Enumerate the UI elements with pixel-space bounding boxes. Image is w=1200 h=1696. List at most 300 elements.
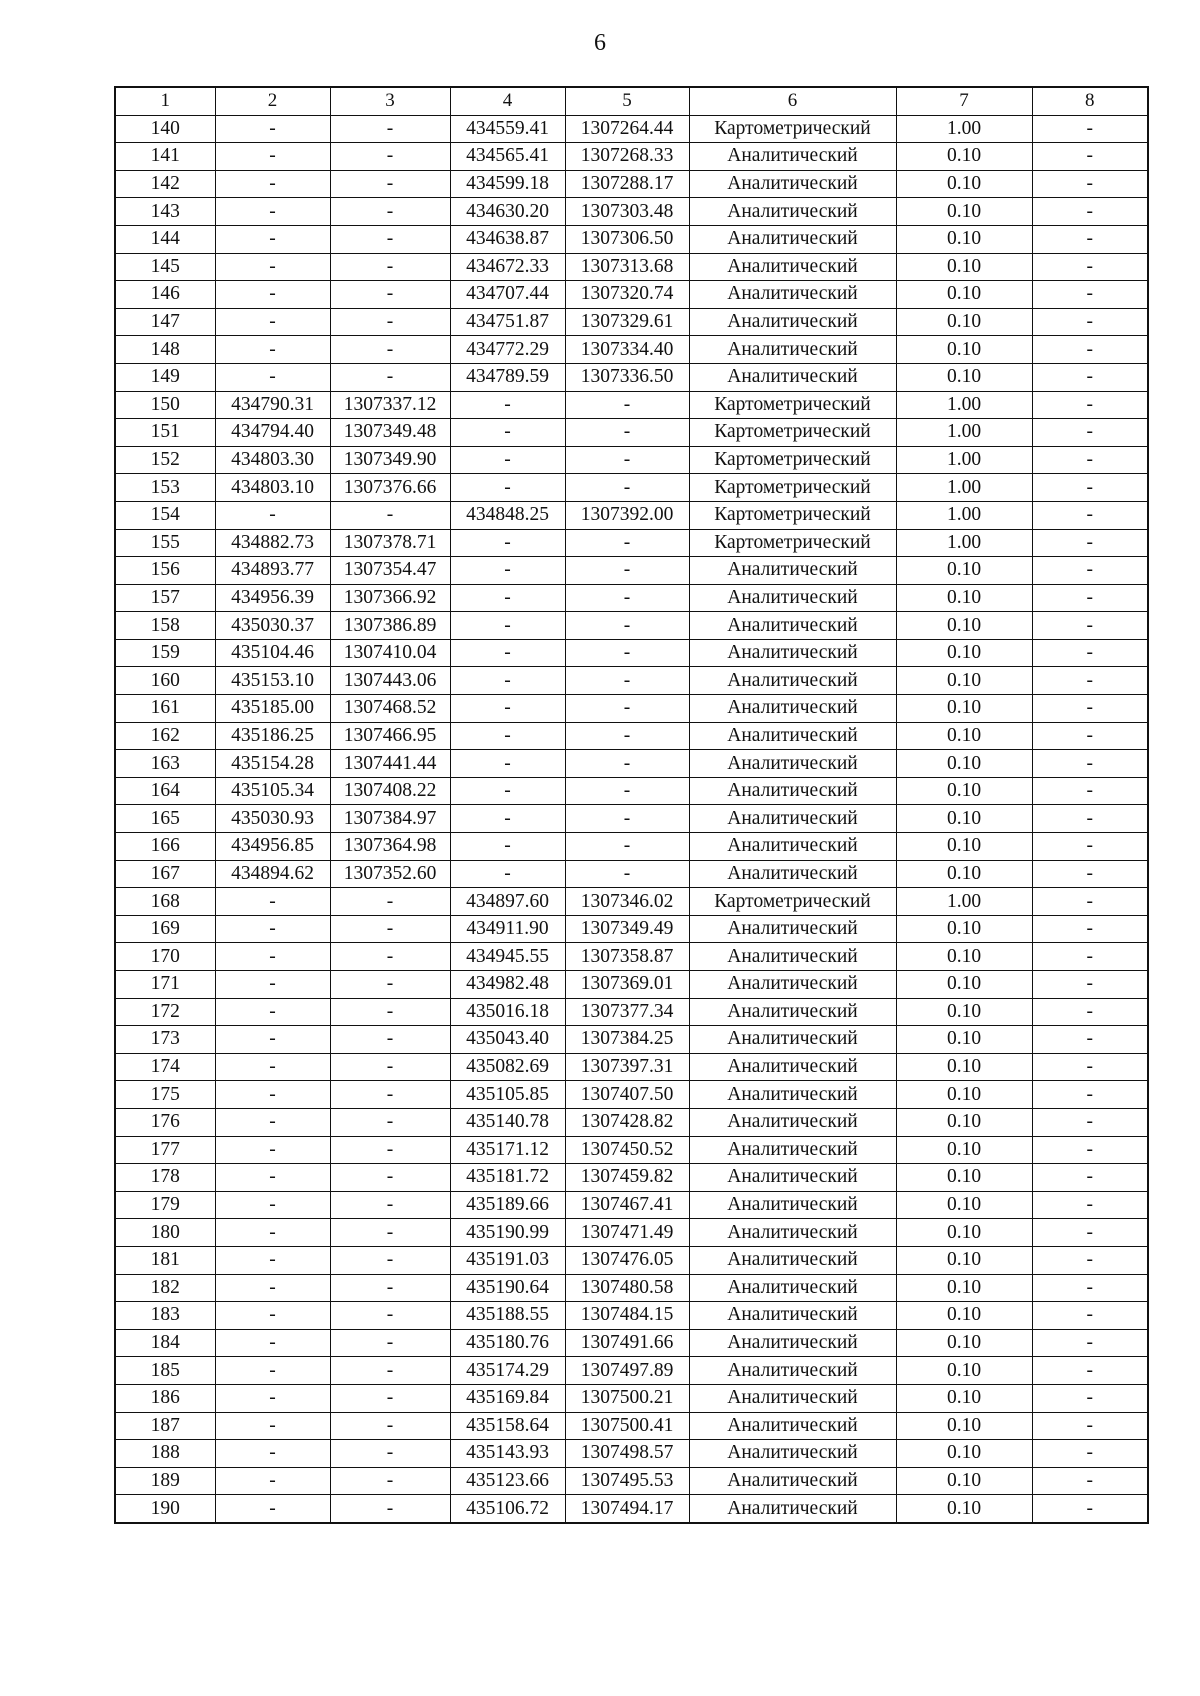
point-number-cell: 184 [115, 1329, 215, 1357]
y-old-cell: - [330, 1357, 450, 1385]
method-cell: Аналитический [689, 1246, 896, 1274]
x-new-cell: 434672.33 [450, 253, 565, 281]
x-new-cell: 434897.60 [450, 888, 565, 916]
y-new-cell: 1307459.82 [565, 1164, 689, 1192]
y-new-cell: 1307480.58 [565, 1274, 689, 1302]
point-number-cell: 162 [115, 722, 215, 750]
table-row [115, 1384, 1148, 1412]
method-cell: Аналитический [689, 1412, 896, 1440]
note-cell: - [1032, 943, 1148, 971]
y-old-cell: 1307466.95 [330, 722, 450, 750]
table-row [115, 612, 1148, 640]
y-old-cell: 1307384.97 [330, 805, 450, 833]
method-cell: Аналитический [689, 170, 896, 198]
point-number-cell: 175 [115, 1081, 215, 1109]
y-new-cell: 1307500.21 [565, 1384, 689, 1412]
y-old-cell: 1307337.12 [330, 391, 450, 419]
method-cell: Аналитический [689, 833, 896, 861]
table-row [115, 474, 1148, 502]
y-old-cell: 1307376.66 [330, 474, 450, 502]
method-cell: Картометрический [689, 474, 896, 502]
x-old-cell: - [215, 1219, 330, 1247]
x-old-cell: 434882.73 [215, 529, 330, 557]
y-old-cell: 1307378.71 [330, 529, 450, 557]
y-old-cell: - [330, 1191, 450, 1219]
point-number-cell: 169 [115, 915, 215, 943]
x-old-cell: - [215, 1329, 330, 1357]
x-old-cell: 435153.10 [215, 667, 330, 695]
point-number-cell: 151 [115, 419, 215, 447]
y-new-cell: 1307320.74 [565, 281, 689, 309]
x-new-cell: 435181.72 [450, 1164, 565, 1192]
column-header: 3 [330, 87, 450, 115]
point-number-cell: 144 [115, 225, 215, 253]
note-cell: - [1032, 612, 1148, 640]
point-number-cell: 156 [115, 557, 215, 585]
table-row [115, 529, 1148, 557]
method-cell: Аналитический [689, 639, 896, 667]
point-number-cell: 153 [115, 474, 215, 502]
y-new-cell: 1307392.00 [565, 501, 689, 529]
table-row [115, 363, 1148, 391]
accuracy-cell: 0.10 [896, 143, 1032, 171]
x-new-cell: - [450, 557, 565, 585]
y-new-cell: 1307407.50 [565, 1081, 689, 1109]
point-number-cell: 152 [115, 446, 215, 474]
point-number-cell: 141 [115, 143, 215, 171]
x-new-cell: 434630.20 [450, 198, 565, 226]
table-row [115, 1274, 1148, 1302]
table-row [115, 915, 1148, 943]
point-number-cell: 177 [115, 1136, 215, 1164]
x-old-cell: - [215, 1274, 330, 1302]
point-number-cell: 167 [115, 860, 215, 888]
x-old-cell: 434956.39 [215, 584, 330, 612]
y-new-cell: 1307497.89 [565, 1357, 689, 1385]
point-number-cell: 140 [115, 115, 215, 143]
x-new-cell: - [450, 474, 565, 502]
note-cell: - [1032, 281, 1148, 309]
accuracy-cell: 0.10 [896, 363, 1032, 391]
y-new-cell: 1307358.87 [565, 943, 689, 971]
x-new-cell: 434559.41 [450, 115, 565, 143]
y-new-cell: 1307491.66 [565, 1329, 689, 1357]
y-old-cell: 1307410.04 [330, 639, 450, 667]
method-cell: Аналитический [689, 363, 896, 391]
table-row [115, 1246, 1148, 1274]
accuracy-cell: 1.00 [896, 391, 1032, 419]
x-new-cell: 434911.90 [450, 915, 565, 943]
x-new-cell: - [450, 612, 565, 640]
accuracy-cell: 0.10 [896, 308, 1032, 336]
point-number-cell: 185 [115, 1357, 215, 1385]
y-new-cell: - [565, 750, 689, 778]
y-new-cell: - [565, 695, 689, 723]
note-cell: - [1032, 143, 1148, 171]
table-row [115, 143, 1148, 171]
method-cell: Аналитический [689, 336, 896, 364]
y-new-cell: 1307476.05 [565, 1246, 689, 1274]
x-new-cell: 435016.18 [450, 998, 565, 1026]
table-row [115, 253, 1148, 281]
table-row [115, 722, 1148, 750]
point-number-cell: 188 [115, 1440, 215, 1468]
y-old-cell: - [330, 1219, 450, 1247]
column-header: 4 [450, 87, 565, 115]
table-row [115, 1302, 1148, 1330]
coordinates-table [114, 86, 1149, 1524]
note-cell: - [1032, 253, 1148, 281]
accuracy-cell: 0.10 [896, 915, 1032, 943]
x-new-cell: - [450, 391, 565, 419]
y-old-cell: - [330, 915, 450, 943]
note-cell: - [1032, 639, 1148, 667]
x-new-cell: 435106.72 [450, 1495, 565, 1523]
accuracy-cell: 0.10 [896, 971, 1032, 999]
x-new-cell: 434599.18 [450, 170, 565, 198]
table-row [115, 860, 1148, 888]
x-old-cell: - [215, 1384, 330, 1412]
note-cell: - [1032, 336, 1148, 364]
note-cell: - [1032, 1302, 1148, 1330]
accuracy-cell: 0.10 [896, 225, 1032, 253]
y-new-cell: 1307428.82 [565, 1108, 689, 1136]
method-cell: Аналитический [689, 1495, 896, 1523]
y-new-cell: 1307494.17 [565, 1495, 689, 1523]
point-number-cell: 155 [115, 529, 215, 557]
y-old-cell: - [330, 998, 450, 1026]
method-cell: Аналитический [689, 1357, 896, 1385]
point-number-cell: 173 [115, 1026, 215, 1054]
accuracy-cell: 0.10 [896, 833, 1032, 861]
table-body [115, 115, 1148, 1523]
accuracy-cell: 0.10 [896, 1384, 1032, 1412]
note-cell: - [1032, 1219, 1148, 1247]
note-cell: - [1032, 446, 1148, 474]
table-row [115, 391, 1148, 419]
note-cell: - [1032, 915, 1148, 943]
y-new-cell: - [565, 474, 689, 502]
y-new-cell: - [565, 805, 689, 833]
x-old-cell: - [215, 501, 330, 529]
accuracy-cell: 1.00 [896, 419, 1032, 447]
accuracy-cell: 0.10 [896, 667, 1032, 695]
method-cell: Аналитический [689, 1053, 896, 1081]
y-old-cell: - [330, 363, 450, 391]
accuracy-cell: 0.10 [896, 1357, 1032, 1385]
accuracy-cell: 0.10 [896, 1440, 1032, 1468]
y-new-cell: 1307484.15 [565, 1302, 689, 1330]
y-new-cell: 1307369.01 [565, 971, 689, 999]
x-new-cell: 435191.03 [450, 1246, 565, 1274]
y-old-cell: - [330, 308, 450, 336]
y-old-cell: 1307366.92 [330, 584, 450, 612]
method-cell: Аналитический [689, 1164, 896, 1192]
x-old-cell: 435185.00 [215, 695, 330, 723]
method-cell: Картометрический [689, 888, 896, 916]
table-row [115, 667, 1148, 695]
note-cell: - [1032, 722, 1148, 750]
note-cell: - [1032, 777, 1148, 805]
x-old-cell: - [215, 225, 330, 253]
y-old-cell: - [330, 336, 450, 364]
method-cell: Аналитический [689, 1219, 896, 1247]
table-row [115, 1136, 1148, 1164]
method-cell: Аналитический [689, 1384, 896, 1412]
point-number-cell: 189 [115, 1467, 215, 1495]
method-cell: Аналитический [689, 1136, 896, 1164]
y-new-cell: - [565, 639, 689, 667]
point-number-cell: 174 [115, 1053, 215, 1081]
x-new-cell: 434789.59 [450, 363, 565, 391]
method-cell: Аналитический [689, 1274, 896, 1302]
table-row [115, 115, 1148, 143]
x-new-cell: 434638.87 [450, 225, 565, 253]
note-cell: - [1032, 1053, 1148, 1081]
y-new-cell: 1307288.17 [565, 170, 689, 198]
x-old-cell: - [215, 1357, 330, 1385]
x-new-cell: 435158.64 [450, 1412, 565, 1440]
x-old-cell: - [215, 198, 330, 226]
y-old-cell: - [330, 1467, 450, 1495]
y-old-cell: - [330, 170, 450, 198]
y-old-cell: 1307468.52 [330, 695, 450, 723]
y-old-cell: - [330, 115, 450, 143]
note-cell: - [1032, 1384, 1148, 1412]
table-row [115, 998, 1148, 1026]
point-number-cell: 166 [115, 833, 215, 861]
table-row [115, 1467, 1148, 1495]
y-old-cell: - [330, 1384, 450, 1412]
table-row [115, 557, 1148, 585]
x-new-cell: - [450, 750, 565, 778]
y-new-cell: 1307268.33 [565, 143, 689, 171]
point-number-cell: 176 [115, 1108, 215, 1136]
x-old-cell: 435105.34 [215, 777, 330, 805]
x-new-cell: 435190.64 [450, 1274, 565, 1302]
method-cell: Аналитический [689, 143, 896, 171]
table-row [115, 777, 1148, 805]
note-cell: - [1032, 1108, 1148, 1136]
y-new-cell: 1307346.02 [565, 888, 689, 916]
x-old-cell: - [215, 943, 330, 971]
x-new-cell: 435190.99 [450, 1219, 565, 1247]
y-old-cell: - [330, 501, 450, 529]
table-row [115, 639, 1148, 667]
method-cell: Аналитический [689, 915, 896, 943]
y-new-cell: 1307264.44 [565, 115, 689, 143]
note-cell: - [1032, 1274, 1148, 1302]
accuracy-cell: 0.10 [896, 612, 1032, 640]
method-cell: Картометрический [689, 446, 896, 474]
y-new-cell: 1307329.61 [565, 308, 689, 336]
x-old-cell: 434790.31 [215, 391, 330, 419]
table-row [115, 1164, 1148, 1192]
y-new-cell: - [565, 722, 689, 750]
y-old-cell: - [330, 943, 450, 971]
method-cell: Аналитический [689, 695, 896, 723]
x-old-cell: - [215, 336, 330, 364]
point-number-cell: 164 [115, 777, 215, 805]
column-header: 1 [115, 87, 215, 115]
note-cell: - [1032, 391, 1148, 419]
point-number-cell: 149 [115, 363, 215, 391]
y-new-cell: 1307313.68 [565, 253, 689, 281]
point-number-cell: 186 [115, 1384, 215, 1412]
table-row [115, 446, 1148, 474]
method-cell: Аналитический [689, 971, 896, 999]
y-old-cell: 1307408.22 [330, 777, 450, 805]
point-number-cell: 190 [115, 1495, 215, 1523]
note-cell: - [1032, 888, 1148, 916]
method-cell: Аналитический [689, 584, 896, 612]
point-number-cell: 150 [115, 391, 215, 419]
accuracy-cell: 1.00 [896, 888, 1032, 916]
y-new-cell: - [565, 612, 689, 640]
x-old-cell: - [215, 253, 330, 281]
y-new-cell: 1307495.53 [565, 1467, 689, 1495]
note-cell: - [1032, 667, 1148, 695]
note-cell: - [1032, 860, 1148, 888]
table-row [115, 805, 1148, 833]
point-number-cell: 157 [115, 584, 215, 612]
point-number-cell: 182 [115, 1274, 215, 1302]
accuracy-cell: 1.00 [896, 115, 1032, 143]
y-old-cell: 1307386.89 [330, 612, 450, 640]
note-cell: - [1032, 557, 1148, 585]
x-new-cell: - [450, 833, 565, 861]
y-old-cell: - [330, 1108, 450, 1136]
x-old-cell: 434956.85 [215, 833, 330, 861]
point-number-cell: 179 [115, 1191, 215, 1219]
method-cell: Аналитический [689, 777, 896, 805]
x-old-cell: - [215, 1440, 330, 1468]
x-new-cell: 435123.66 [450, 1467, 565, 1495]
table-row [115, 943, 1148, 971]
table-row [115, 336, 1148, 364]
y-new-cell: - [565, 446, 689, 474]
y-old-cell: 1307354.47 [330, 557, 450, 585]
table-row [115, 1412, 1148, 1440]
y-new-cell: 1307471.49 [565, 1219, 689, 1247]
y-old-cell: - [330, 1495, 450, 1523]
method-cell: Аналитический [689, 860, 896, 888]
point-number-cell: 147 [115, 308, 215, 336]
table-row [115, 1191, 1148, 1219]
y-old-cell: - [330, 281, 450, 309]
page-number: 6 [594, 30, 606, 56]
y-new-cell: - [565, 419, 689, 447]
y-old-cell: - [330, 1246, 450, 1274]
accuracy-cell: 0.10 [896, 1108, 1032, 1136]
y-old-cell: - [330, 1440, 450, 1468]
method-cell: Аналитический [689, 1081, 896, 1109]
x-old-cell: - [215, 1108, 330, 1136]
method-cell: Аналитический [689, 1302, 896, 1330]
x-new-cell: - [450, 695, 565, 723]
table-row [115, 308, 1148, 336]
y-new-cell: 1307334.40 [565, 336, 689, 364]
accuracy-cell: 0.10 [896, 750, 1032, 778]
accuracy-cell: 0.10 [896, 860, 1032, 888]
table-row [115, 1219, 1148, 1247]
x-new-cell: - [450, 419, 565, 447]
y-new-cell: 1307397.31 [565, 1053, 689, 1081]
y-old-cell: 1307443.06 [330, 667, 450, 695]
note-cell: - [1032, 695, 1148, 723]
y-old-cell: - [330, 1164, 450, 1192]
y-new-cell: - [565, 584, 689, 612]
x-old-cell: - [215, 1026, 330, 1054]
table-row [115, 750, 1148, 778]
accuracy-cell: 1.00 [896, 446, 1032, 474]
accuracy-cell: 0.10 [896, 336, 1032, 364]
table-row [115, 1440, 1148, 1468]
accuracy-cell: 0.10 [896, 1191, 1032, 1219]
column-header: 7 [896, 87, 1032, 115]
table-row [115, 833, 1148, 861]
y-old-cell: - [330, 1302, 450, 1330]
method-cell: Аналитический [689, 1026, 896, 1054]
x-old-cell: - [215, 998, 330, 1026]
x-old-cell: - [215, 1467, 330, 1495]
x-old-cell: 435186.25 [215, 722, 330, 750]
point-number-cell: 165 [115, 805, 215, 833]
x-new-cell: 434565.41 [450, 143, 565, 171]
point-number-cell: 142 [115, 170, 215, 198]
table-header-row [115, 87, 1148, 115]
x-old-cell: 434893.77 [215, 557, 330, 585]
note-cell: - [1032, 501, 1148, 529]
y-new-cell: 1307377.34 [565, 998, 689, 1026]
note-cell: - [1032, 1357, 1148, 1385]
point-number-cell: 159 [115, 639, 215, 667]
point-number-cell: 181 [115, 1246, 215, 1274]
note-cell: - [1032, 363, 1148, 391]
note-cell: - [1032, 1495, 1148, 1523]
accuracy-cell: 0.10 [896, 695, 1032, 723]
x-old-cell: - [215, 1412, 330, 1440]
y-old-cell: 1307349.48 [330, 419, 450, 447]
y-old-cell: - [330, 1026, 450, 1054]
note-cell: - [1032, 998, 1148, 1026]
accuracy-cell: 0.10 [896, 198, 1032, 226]
y-old-cell: 1307441.44 [330, 750, 450, 778]
y-old-cell: - [330, 888, 450, 916]
column-header: 8 [1032, 87, 1148, 115]
y-old-cell: 1307364.98 [330, 833, 450, 861]
x-old-cell: - [215, 1495, 330, 1523]
accuracy-cell: 0.10 [896, 253, 1032, 281]
y-old-cell: - [330, 1081, 450, 1109]
x-old-cell: 435030.93 [215, 805, 330, 833]
method-cell: Аналитический [689, 612, 896, 640]
note-cell: - [1032, 1440, 1148, 1468]
x-old-cell: 434894.62 [215, 860, 330, 888]
x-old-cell: - [215, 1246, 330, 1274]
method-cell: Картометрический [689, 529, 896, 557]
accuracy-cell: 0.10 [896, 1164, 1032, 1192]
accuracy-cell: 1.00 [896, 529, 1032, 557]
note-cell: - [1032, 1026, 1148, 1054]
table-row [115, 1357, 1148, 1385]
x-old-cell: - [215, 1302, 330, 1330]
accuracy-cell: 0.10 [896, 998, 1032, 1026]
note-cell: - [1032, 474, 1148, 502]
accuracy-cell: 1.00 [896, 474, 1032, 502]
y-old-cell: - [330, 1412, 450, 1440]
x-old-cell: - [215, 1053, 330, 1081]
